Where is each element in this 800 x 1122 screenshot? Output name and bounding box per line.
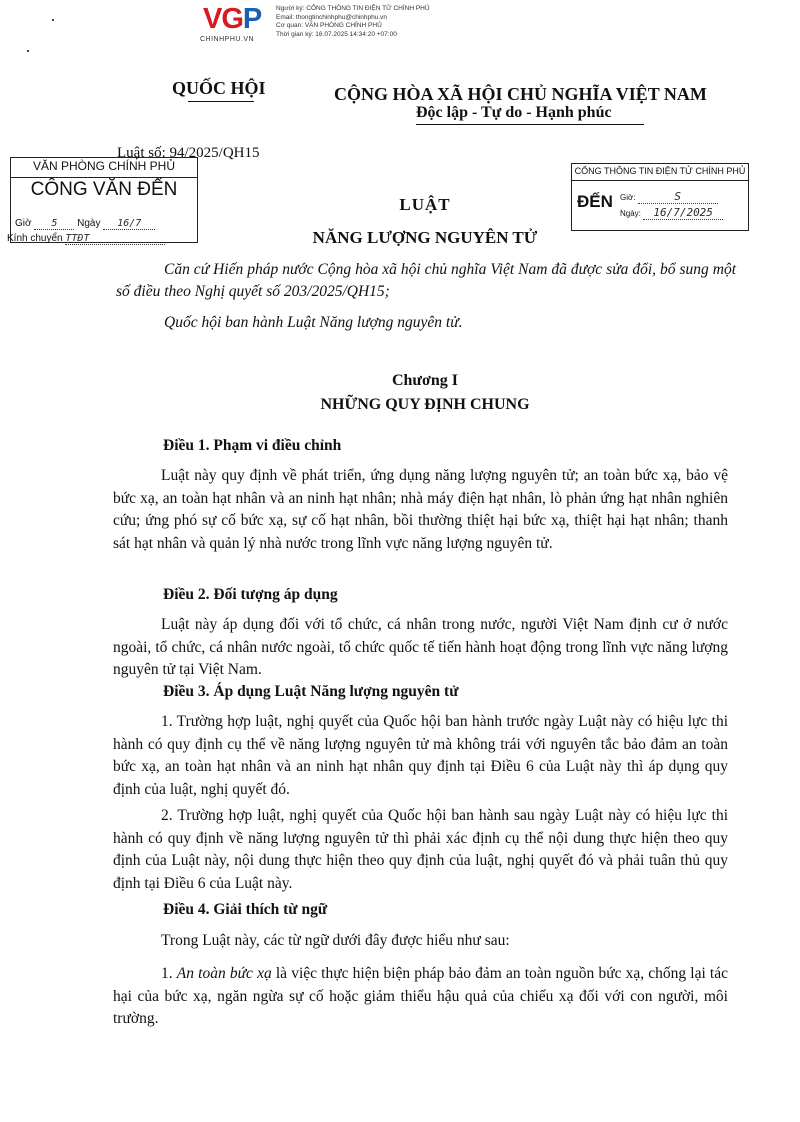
vgp-logo	[203, 3, 277, 35]
article-1-text: Luật này quy định về phát triển, ứng dụng năng lượng nguyên tử; an toàn bức xạ, bảo vệ bức xạ, an toàn hạt nhân và an ninh hạt nhân; nhà máy điện hạt nhân, lò phản ứng hạt nhân nghiên cứu; ứng phó sự cố bức xạ, sự cố hạt nhân, bồi thường thiệt hại bức xạ, thiệt hại hạt nhân; thanh sát hạt nhân và quản lý nhà nước trong lĩnh vực năng lượng nguyên tử.	[113, 467, 728, 552]
signature-email: Email: thongtinchinhphu@chinhphu.vn	[276, 13, 388, 21]
article-3-paragraph-2: 2. Trường hợp luật, nghị quyết của Quốc hội ban hành sau ngày Luật này có hiệu lực thi hành có quy định về năng lượng nguyên tử thì phải xác định cụ thể nội dung thực hiện theo quy định của Luật này, nội dung thực hiện theo quy định của luật, nghị quyết đó và phải tuân thủ quy định tại Điều 6 của Luật này.	[113, 807, 728, 892]
document-type: LUẬT	[399, 195, 451, 214]
stamp-transfer-value: TTĐT	[65, 233, 165, 245]
stamp-office: VĂN PHÒNG CHÍNH PHỦ	[32, 159, 175, 173]
chapter-title: NHỮNG QUY ĐỊNH CHUNG	[320, 396, 530, 413]
portal-stamp-divider	[572, 180, 748, 181]
article-4-title: Điều 4. Giải thích từ ngữ	[163, 901, 328, 918]
portal-stamp-header: CỔNG THÔNG TIN ĐIỆN TỬ CHÍNH PHỦ	[574, 166, 746, 176]
portal-stamp-label: ĐẾN	[577, 192, 613, 211]
stamp-title: CÔNG VĂN ĐẾN	[30, 179, 178, 200]
signature-agency: Cơ quan: VĂN PHÒNG CHÍNH PHỦ	[276, 22, 382, 29]
signature-signer: Người ký: CỔNG THÔNG TIN ĐIỆN TỬ CHÍNH PHỦ	[276, 5, 430, 12]
vgp-logo-g: G	[221, 3, 243, 35]
portal-stamp-hour-label: Giờ:	[620, 193, 636, 202]
definition-text: là việc thực hiện biện pháp bảo đảm an toàn nguồn bức xạ, chống lại tác hại của bức xạ, ngăn ngừa sự cố hoặc giảm thiểu hậu quả của chiếu xạ đối với con người, môi trường.	[113, 965, 729, 1027]
stamp-transfer-label: Kính chuyển	[7, 233, 63, 244]
stamp-day-label: Ngày	[77, 218, 101, 229]
legal-basis-promulgation: Quốc hội ban hành Luật Năng lượng nguyên tử.	[164, 314, 463, 331]
article-2-title: Điều 2. Đối tượng áp dụng	[163, 586, 338, 603]
article-2-text: Luật này áp dụng đối với tổ chức, cá nhân trong nước, người Việt Nam định cư ở nước ngoài, tổ chức, cá nhân nước ngoài, tổ chức quốc tế tiến hành hoạt động trong lĩnh vực năng lượng nguyên tử tại Việt Nam.	[113, 616, 728, 678]
item-number: 1.	[161, 965, 177, 982]
portal-stamp-hour-value: S	[638, 190, 718, 204]
stamp-hour-label: Giờ	[15, 218, 32, 229]
digital-signature-info	[276, 5, 430, 39]
law-number: Luật số: 94/2025/QH15	[117, 145, 260, 161]
article-3-paragraph-1: 1. Trường hợp luật, nghị quyết của Quốc hội ban hành trước ngày Luật này có hiệu lực thi hành có quy định cụ thể về năng lượng nguyên tử mà không trái với nguyên tắc bảo đảm an toàn bức xạ, an toàn hạt nhân và an ninh hạt nhân quy định tại Điều 6 của Luật này thì áp dụng quy định của luật, nghị quyết đó.	[113, 713, 728, 798]
defined-term: An toàn bức xạ	[176, 965, 272, 982]
chapter-number: Chương I	[391, 372, 459, 389]
scan-speck	[27, 50, 29, 52]
article-3-title: Điều 3. Áp dụng Luật Năng lượng nguyên tử	[163, 683, 459, 700]
scan-speck	[52, 19, 54, 21]
portal-stamp-day-value: 16/7/2025	[643, 206, 723, 220]
legal-basis-constitution: Căn cứ Hiến pháp nước Cộng hòa xã hội chủ nghĩa Việt Nam đã được sửa đổi, bổ sung một số điều theo Nghị quyết số 203/2025/QH15;	[116, 261, 736, 300]
article-4-intro: Trong Luật này, các từ ngữ dưới đây được hiểu như sau:	[161, 932, 510, 949]
stamp-divider	[11, 177, 197, 178]
article-1-title: Điều 1. Phạm vi điều chỉnh	[163, 437, 342, 454]
issuer: QUỐC HỘI	[172, 78, 266, 98]
vgp-logo-p: P	[242, 3, 262, 35]
national-motto: Độc lập - Tự do - Hạnh phúc	[416, 104, 612, 121]
issuer-underline	[188, 101, 254, 102]
stamp-hour-value: 5	[34, 218, 74, 230]
article-4-item-1	[113, 963, 728, 1031]
signature-time: Thời gian ký: 16.07.2025 14:34:20 +07:00	[276, 30, 397, 38]
law-name: NĂNG LƯỢNG NGUYÊN TỬ	[312, 228, 538, 247]
vgp-logo-v: V	[203, 3, 222, 35]
vgp-logo-subtitle: CHINHPHU.VN	[200, 36, 255, 43]
portal-stamp-day-label: Ngày:	[620, 209, 641, 218]
stamp-day-value: 16/7	[103, 218, 155, 230]
motto-underline	[416, 124, 644, 125]
national-title: CỘNG HÒA XÃ HỘI CHỦ NGHĨA VIỆT NAM	[334, 84, 707, 104]
